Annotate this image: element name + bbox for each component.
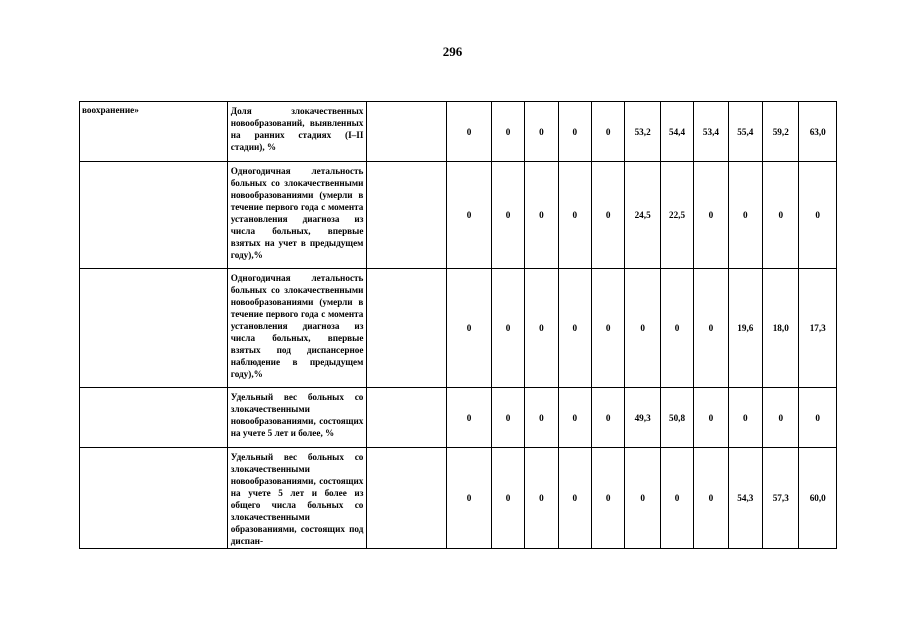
value-cell: 0 [694, 448, 728, 549]
empty-cell [367, 448, 447, 549]
value-cell: 24,5 [625, 162, 660, 269]
value-cell: 19,6 [728, 269, 762, 388]
section-label-cell [80, 448, 228, 549]
value-cell: 0 [660, 448, 693, 549]
value-cell: 0 [558, 388, 591, 448]
value-cell: 0 [558, 269, 591, 388]
value-cell: 0 [763, 162, 799, 269]
value-cell: 0 [558, 102, 591, 162]
value-cell: 53,4 [694, 102, 728, 162]
section-label-cell [80, 388, 228, 448]
value-cell: 0 [491, 448, 524, 549]
value-cell: 0 [447, 162, 492, 269]
table-row [80, 448, 837, 549]
value-cell: 0 [491, 102, 524, 162]
value-cell: 0 [763, 388, 799, 448]
value-cell: 0 [728, 388, 762, 448]
value-cell: 0 [525, 162, 558, 269]
value-cell: 57,3 [763, 448, 799, 549]
value-cell: 0 [592, 269, 625, 388]
value-cell: 0 [491, 162, 524, 269]
value-cell: 0 [558, 162, 591, 269]
value-cell: 0 [694, 162, 728, 269]
indicator-cell: Доля злокачественных новообразований, выявленных на ранних стадиях (I–II стадии), % [227, 102, 367, 162]
table-row [80, 162, 837, 269]
value-cell: 0 [799, 162, 837, 269]
value-cell: 0 [525, 269, 558, 388]
value-cell: 63,0 [799, 102, 837, 162]
value-cell: 0 [447, 448, 492, 549]
value-cell: 0 [625, 448, 660, 549]
value-cell: 0 [447, 102, 492, 162]
value-cell: 54,3 [728, 448, 762, 549]
empty-cell [367, 162, 447, 269]
table-row [80, 269, 837, 388]
empty-cell [367, 102, 447, 162]
value-cell: 50,8 [660, 388, 693, 448]
value-cell: 0 [447, 269, 492, 388]
table-row [80, 102, 837, 162]
value-cell: 0 [592, 102, 625, 162]
indicator-cell: Одногодичная летальность больных со злокачественными новообразованиями (умерли в течение первого года с момента установления диагноза из числа больных, впервые взятых под диспансерное наблюдение в предыдущем году),% [227, 269, 367, 388]
value-cell: 59,2 [763, 102, 799, 162]
empty-cell [367, 269, 447, 388]
value-cell: 0 [558, 448, 591, 549]
value-cell: 60,0 [799, 448, 837, 549]
section-label-cell [80, 269, 228, 388]
table-row [80, 388, 837, 448]
section-label-cell [80, 162, 228, 269]
value-cell: 0 [799, 388, 837, 448]
indicator-cell: Удельный вес больных со злокачественными новообразованиями, состоящих на учете 5 лет и более из общего числа больных со злокачественными образованиями, состоящих под диспан- [227, 448, 367, 549]
value-cell: 0 [525, 102, 558, 162]
value-cell: 0 [728, 162, 762, 269]
value-cell: 0 [660, 269, 693, 388]
indicators-table [79, 101, 837, 549]
indicator-cell: Удельный вес больных со злокачественными новообразованиями, состоящих на учете 5 лет и более, % [227, 388, 367, 448]
section-label: воохранение» [82, 105, 139, 115]
value-cell: 0 [592, 448, 625, 549]
value-cell: 18,0 [763, 269, 799, 388]
value-cell: 0 [625, 269, 660, 388]
value-cell: 54,4 [660, 102, 693, 162]
value-cell: 22,5 [660, 162, 693, 269]
value-cell: 0 [694, 388, 728, 448]
value-cell: 0 [491, 388, 524, 448]
value-cell: 0 [447, 388, 492, 448]
empty-cell [367, 388, 447, 448]
value-cell: 0 [491, 269, 524, 388]
value-cell: 17,3 [799, 269, 837, 388]
value-cell: 0 [525, 388, 558, 448]
value-cell: 0 [525, 448, 558, 549]
page-number: 296 [442, 44, 463, 59]
indicator-cell: Одногодичная летальность больных со злокачественными новообразованиями (умерли в течение первого года с момента установления диагноза из числа больных, впервые взятых на учет в предыдущем году),% [227, 162, 367, 269]
value-cell: 0 [592, 162, 625, 269]
value-cell: 55,4 [728, 102, 762, 162]
value-cell: 0 [694, 269, 728, 388]
value-cell: 0 [592, 388, 625, 448]
value-cell: 53,2 [625, 102, 660, 162]
value-cell: 49,3 [625, 388, 660, 448]
section-label-cell [80, 102, 228, 162]
